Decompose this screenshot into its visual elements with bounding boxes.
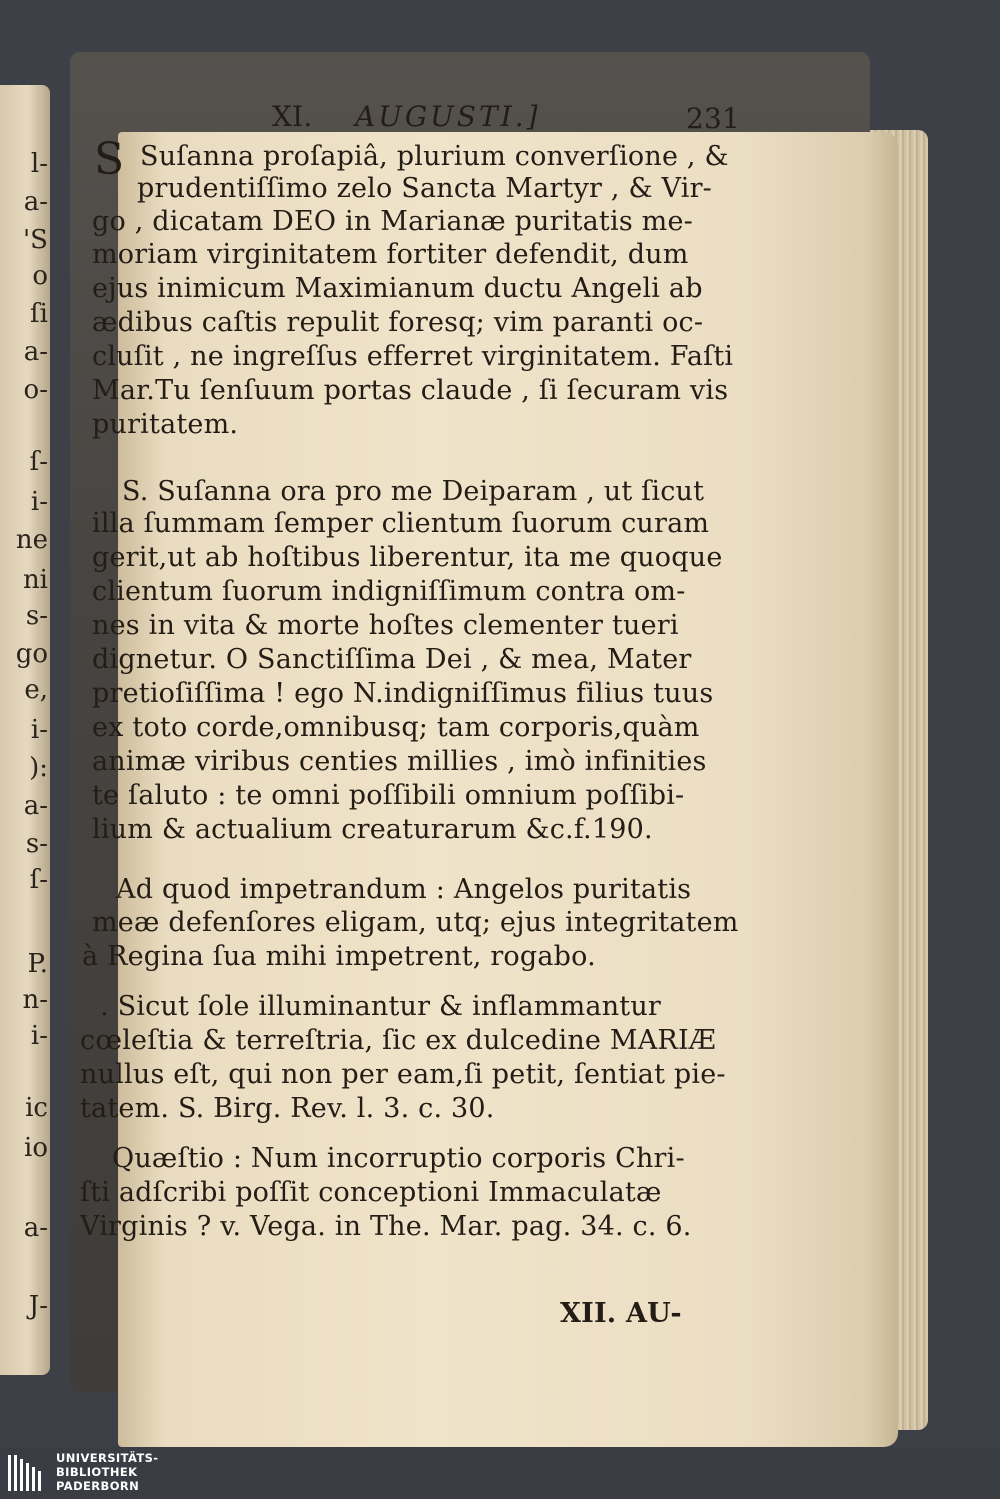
- left-page-fragment: n-: [22, 985, 48, 1015]
- text-line: à Regina ſua mihi impetrent, rogabo.: [82, 941, 596, 972]
- left-page-fragment: a-: [23, 337, 48, 367]
- text-line: . Sicut ſole illuminantur & inflammantur: [100, 991, 662, 1022]
- text-line: lium & actualium creaturarum &c.f.190.: [92, 814, 653, 845]
- left-page-fragment: l-: [30, 149, 48, 179]
- left-page-fragment: o-: [23, 375, 48, 405]
- text-line: Mar.Tu ſenſuum portas claude , ſi ſecuram vis: [92, 375, 729, 406]
- left-page-fragment: io: [24, 1133, 48, 1163]
- text-line: nullus eſt, qui non per eam,ſi petit, ſentiat pie-: [80, 1059, 726, 1090]
- left-page-fragment: a-: [23, 1213, 48, 1243]
- text-line: S. Suſanna ora pro me Deiparam , ut ſicut: [122, 476, 705, 507]
- library-name-line2: BIBLIOTHEK: [56, 1465, 138, 1479]
- left-page-fragment: a-: [23, 791, 48, 821]
- text-line: prudentiſſimo zelo Sancta Martyr , & Vir-: [137, 173, 713, 204]
- left-page-fragment: ic: [25, 1093, 48, 1123]
- library-name-line3: PADERBORN: [56, 1479, 140, 1493]
- left-page-fragment: o: [32, 261, 48, 291]
- left-page-fragment: ſ-: [29, 865, 48, 895]
- running-title: AUGUSTI.]: [355, 100, 541, 133]
- left-page-fragment: ):: [29, 753, 48, 783]
- text-line: te ſaluto : te omni poſſibili omnium poſſibi-: [92, 780, 685, 811]
- left-page-fragment: go: [15, 639, 48, 669]
- text-line: ſti adſcribi poſſit conceptioni Immaculatæ: [80, 1177, 662, 1208]
- text-line: tatem. S. Birg. Rev. l. 3. c. 30.: [80, 1093, 495, 1124]
- text-line: ædibus caſtis repulit foresq; vim paranti oc-: [92, 307, 704, 338]
- catchword: XII. AU-: [560, 1298, 682, 1329]
- chapter-number: XI.: [272, 100, 313, 133]
- drop-cap: S: [94, 134, 125, 185]
- left-page-fragment: ſ-: [29, 447, 48, 477]
- text-line: cœleſtia & terreſtria, ſic ex dulcedine MARIÆ: [80, 1025, 717, 1056]
- text-line: Virginis ? v. Vega. in The. Mar. pag. 34. c. 6.: [80, 1211, 692, 1242]
- text-line: clientum ſuorum indigniſſimum contra om-: [92, 576, 686, 607]
- text-line: animæ viribus centies millies , imò infinities: [92, 746, 707, 777]
- left-page-fragment: ni: [22, 565, 48, 595]
- left-page-fragment: J-: [28, 1291, 48, 1321]
- left-page-fragment: ne: [15, 525, 48, 555]
- text-line: dignetur. O Sanctiſſima Dei , & mea, Mater: [92, 644, 692, 675]
- left-page-fragment: i-: [30, 715, 48, 745]
- library-name: [56, 1451, 158, 1493]
- left-page-fragment: ſi: [30, 299, 48, 329]
- text-line: illa ſummam ſemper clientum ſuorum curam: [92, 508, 710, 539]
- text-line: ex toto corde,omnibusq; tam corporis,quàm: [92, 712, 700, 743]
- text-line: go , dicatam DEO in Marianæ puritatis me-: [92, 206, 693, 237]
- text-line: puritatem.: [92, 409, 239, 440]
- page-number: 231: [686, 102, 741, 135]
- text-line: cluſit , ne ingreſſus efferret virginitatem. Faſti: [92, 341, 734, 372]
- library-logo-icon: [6, 1453, 50, 1493]
- left-page-fragment: 'S: [23, 225, 48, 255]
- left-page-fragment: i-: [30, 1021, 48, 1051]
- left-page-fragment: i-: [30, 487, 48, 517]
- text-line: gerit,ut ab hoſtibus liberentur, ita me quoque: [92, 542, 723, 573]
- text-line: Ad quod impetrandum : Angelos puritatis: [116, 874, 692, 905]
- text-line: nes in vita & morte hoſtes clementer tueri: [92, 610, 679, 641]
- text-line: meæ defenſores eligam, utq; ejus integritatem: [92, 907, 739, 938]
- left-page-fragment: s-: [25, 601, 48, 631]
- left-page-fragment: a-: [23, 187, 48, 217]
- text-line: ejus inimicum Maximianum ductu Angeli ab: [92, 273, 703, 304]
- left-page-fragment: P.: [27, 949, 48, 979]
- footer-bar: [0, 1447, 1000, 1499]
- text-line: moriam virginitatem fortiter defendit, dum: [92, 239, 689, 270]
- left-page-fragment: s-: [25, 829, 48, 859]
- text-line: Quæſtio : Num incorruptio corporis Chri-: [112, 1143, 685, 1174]
- left-page-fragment: e,: [24, 675, 48, 705]
- library-name-line1: UNIVERSITÄTS-: [56, 1451, 159, 1465]
- text-line: Suſanna proſapiâ, plurium converſione , &: [140, 141, 729, 172]
- text-line: pretioſiſſima ! ego N.indigniſſimus filius tuus: [92, 678, 714, 709]
